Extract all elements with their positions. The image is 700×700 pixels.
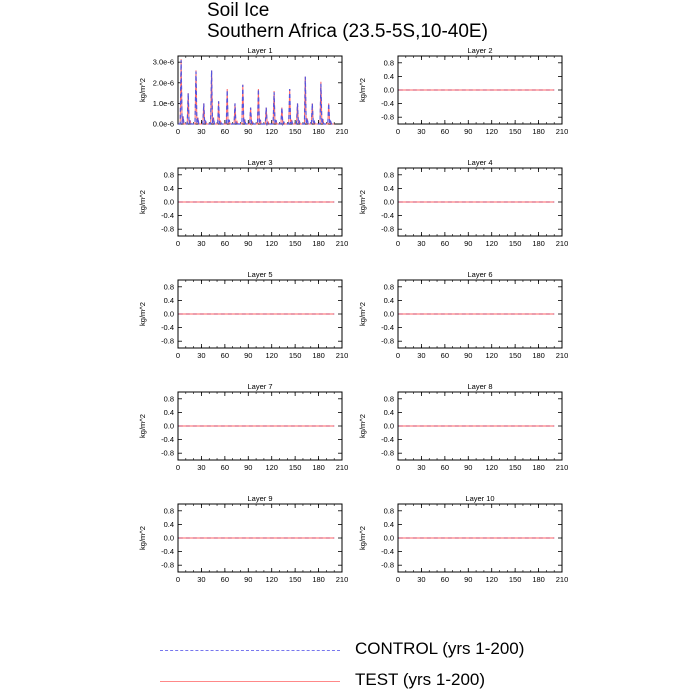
panel-7-ytick-label: 0.0 [163, 421, 174, 431]
panel-4-xtick-label: 0 [395, 239, 401, 248]
panel-7-xtick-label: 0 [175, 463, 181, 472]
panel-6-title: Layer 6 [467, 270, 493, 279]
panel-7-ytick-label: -0.4 [161, 435, 174, 445]
panel-7-xtick-label: 150 [288, 463, 302, 472]
panel-3-ytick-label: 0.4 [163, 183, 174, 193]
panel-5-ytick-label: -0.8 [161, 336, 174, 346]
panel-2-xtick-label: 0 [395, 127, 401, 136]
panel-1-frame [178, 56, 342, 124]
panel-5-xtick-label: 90 [244, 351, 253, 360]
panel-10-xtick-label: 180 [532, 575, 545, 584]
panel-9-xtick-label: 150 [288, 575, 302, 584]
panel-4-ytick-label: 0.8 [383, 170, 394, 180]
panel-9-ytick-label: 0.4 [163, 519, 174, 529]
panel-9-title: Layer 9 [247, 494, 273, 503]
panel-2-xtick-label: 210 [555, 127, 569, 136]
panel-4-xtick-label: 150 [508, 239, 522, 248]
panel-10-ytick-label: 0.8 [383, 506, 394, 516]
panel-8-xtick-label: 120 [485, 463, 498, 472]
panel-6-ytick-label: -0.4 [381, 323, 394, 333]
panel-10-xtick-label: 150 [508, 575, 522, 584]
panel-1-series-test [178, 59, 334, 124]
panel-3-title: Layer 3 [247, 158, 273, 167]
panel-10-xtick-label: 120 [485, 575, 498, 584]
panel-9-ytick-label: 0.8 [163, 506, 174, 516]
chart-title: Soil Ice [207, 0, 270, 21]
panel-2-ytick-label: -0.4 [381, 99, 394, 109]
panel-1-xtick-label: 150 [288, 127, 302, 136]
panel-7-ytick-label: -0.8 [161, 448, 174, 458]
panel-1-ytick-label: 1.0e-6 [152, 98, 174, 108]
legend-control-line [160, 650, 340, 651]
panel-3-xtick-label: 0 [175, 239, 181, 248]
panel-9-xtick-label: 90 [244, 575, 253, 584]
panel-3-xtick-label: 60 [220, 239, 230, 248]
panel-6-xtick-label: 60 [440, 351, 450, 360]
panel-3-ylabel: kg/m^2 [138, 190, 147, 214]
panel-5-xtick-label: 210 [335, 351, 349, 360]
panel-1-title: Layer 1 [247, 46, 273, 55]
panel-8-xtick-label: 150 [508, 463, 522, 472]
panel-7-xtick-label: 120 [265, 463, 278, 472]
panel-10-ytick-label: -0.4 [381, 547, 394, 557]
panel-5-xtick-label: 150 [288, 351, 302, 360]
panel-6-xtick-label: 90 [464, 351, 473, 360]
panel-10-xtick-label: 30 [417, 575, 426, 584]
panel-4-ylabel: kg/m^2 [358, 190, 367, 214]
panel-1-ytick-label: 3.0e-6 [152, 57, 174, 67]
panel-3-xtick-label: 120 [265, 239, 278, 248]
panel-2-xtick-label: 120 [485, 127, 498, 136]
panel-6-xtick-label: 0 [395, 351, 401, 360]
panel-1-ytick-label: 0.0e-6 [152, 119, 174, 129]
panel-5-ylabel: kg/m^2 [138, 302, 147, 326]
panel-3-xtick-label: 150 [288, 239, 302, 248]
panel-5-ytick-label: 0.8 [163, 282, 174, 292]
panel-3-ytick-label: 0.8 [163, 170, 174, 180]
panel-1-xtick-label: 0 [175, 127, 181, 136]
panel-5-xtick-label: 30 [197, 351, 206, 360]
panel-2-xtick-label: 90 [464, 127, 473, 136]
panel-2-ytick-label: 0.0 [383, 85, 394, 95]
panel-8-xtick-label: 0 [395, 463, 401, 472]
panel-4-xtick-label: 180 [532, 239, 545, 248]
panel-4-ytick-label: -0.8 [381, 224, 394, 234]
panel-10-ylabel: kg/m^2 [358, 526, 367, 550]
panel-4-xtick-label: 210 [555, 239, 569, 248]
panel-7-title: Layer 7 [247, 382, 273, 391]
panel-9-xtick-label: 210 [335, 575, 349, 584]
panel-6-ytick-label: 0.4 [383, 295, 394, 305]
panel-3-xtick-label: 210 [335, 239, 349, 248]
panel-7-xtick-label: 60 [220, 463, 230, 472]
panel-1-xtick-label: 60 [220, 127, 230, 136]
panel-8-xtick-label: 180 [532, 463, 545, 472]
panel-5-xtick-label: 0 [175, 351, 181, 360]
panel-10-ytick-label: -0.8 [381, 560, 394, 570]
panel-7-ylabel: kg/m^2 [138, 414, 147, 438]
panel-10-title: Layer 10 [465, 494, 495, 503]
panel-5-title: Layer 5 [247, 270, 273, 279]
panel-9-xtick-label: 120 [265, 575, 278, 584]
panel-9-ylabel: kg/m^2 [138, 526, 147, 550]
panel-3-ytick-label: -0.8 [161, 224, 174, 234]
panel-6-xtick-label: 210 [555, 351, 569, 360]
panel-7-xtick-label: 90 [244, 463, 253, 472]
panel-5-xtick-label: 60 [220, 351, 230, 360]
panel-6-ytick-label: 0.0 [383, 309, 394, 319]
panel-6-xtick-label: 150 [508, 351, 522, 360]
panel-8-ytick-label: 0.8 [383, 394, 394, 404]
panel-4-ytick-label: 0.4 [383, 183, 394, 193]
panel-7-ytick-label: 0.8 [163, 394, 174, 404]
panel-10-xtick-label: 90 [464, 575, 473, 584]
panel-1-xtick-label: 120 [265, 127, 278, 136]
panel-9-xtick-label: 60 [220, 575, 230, 584]
panel-4-xtick-label: 120 [485, 239, 498, 248]
panel-10-xtick-label: 60 [440, 575, 450, 584]
panel-7-xtick-label: 180 [312, 463, 325, 472]
panel-8-xtick-label: 60 [440, 463, 450, 472]
panel-3-xtick-label: 180 [312, 239, 325, 248]
panel-5-xtick-label: 180 [312, 351, 325, 360]
panel-4-ytick-label: 0.0 [383, 197, 394, 207]
panel-2-title: Layer 2 [467, 46, 493, 55]
panel-5-xtick-label: 120 [265, 351, 278, 360]
panel-9-ytick-label: -0.4 [161, 547, 174, 557]
panel-1-series-control [178, 60, 334, 124]
panel-2-xtick-label: 60 [440, 127, 450, 136]
panel-6-ytick-label: 0.8 [383, 282, 394, 292]
panel-9-ytick-label: -0.8 [161, 560, 174, 570]
panel-3-ytick-label: 0.0 [163, 197, 174, 207]
panel-8-xtick-label: 30 [417, 463, 426, 472]
chart-subtitle: Southern Africa (23.5-5S,10-40E) [207, 21, 488, 42]
panel-1-xtick-label: 210 [335, 127, 349, 136]
panel-8-ylabel: kg/m^2 [358, 414, 367, 438]
panel-8-xtick-label: 90 [464, 463, 473, 472]
panel-2-xtick-label: 150 [508, 127, 522, 136]
panel-6-xtick-label: 30 [417, 351, 426, 360]
panel-5-ytick-label: 0.4 [163, 295, 174, 305]
panel-10-ytick-label: 0.4 [383, 519, 394, 529]
panel-6-ytick-label: -0.8 [381, 336, 394, 346]
panel-9-xtick-label: 180 [312, 575, 325, 584]
panel-8-ytick-label: 0.4 [383, 407, 394, 417]
panel-9-ytick-label: 0.0 [163, 533, 174, 543]
panel-5-ytick-label: -0.4 [161, 323, 174, 333]
panel-7-xtick-label: 210 [335, 463, 349, 472]
panel-3-xtick-label: 90 [244, 239, 253, 248]
panel-9-xtick-label: 30 [197, 575, 206, 584]
panel-4-ytick-label: -0.4 [381, 211, 394, 221]
panel-3-ytick-label: -0.4 [161, 211, 174, 221]
panel-2-ytick-label: 0.8 [383, 58, 394, 68]
panel-2-xtick-label: 180 [532, 127, 545, 136]
panel-8-xtick-label: 210 [555, 463, 569, 472]
panel-1-ylabel: kg/m^2 [138, 78, 147, 102]
panel-7-ytick-label: 0.4 [163, 407, 174, 417]
legend-test-label: TEST (yrs 1-200) [355, 670, 486, 689]
panel-8-ytick-label: 0.0 [383, 421, 394, 431]
panel-1-ytick-label: 2.0e-6 [152, 78, 174, 88]
panel-4-xtick-label: 30 [417, 239, 426, 248]
panel-7-xtick-label: 30 [197, 463, 206, 472]
panel-4-xtick-label: 60 [440, 239, 450, 248]
panel-6-xtick-label: 180 [532, 351, 545, 360]
panel-2-ylabel: kg/m^2 [358, 78, 367, 102]
panel-8-ytick-label: -0.8 [381, 448, 394, 458]
panel-2-xtick-label: 30 [417, 127, 426, 136]
panel-9-xtick-label: 0 [175, 575, 181, 584]
panel-6-ylabel: kg/m^2 [358, 302, 367, 326]
panel-2-ytick-label: -0.8 [381, 112, 394, 122]
panel-6-xtick-label: 120 [485, 351, 498, 360]
panel-4-xtick-label: 90 [464, 239, 473, 248]
panel-10-ytick-label: 0.0 [383, 533, 394, 543]
panel-10-xtick-label: 0 [395, 575, 401, 584]
legend-test-line [160, 681, 340, 682]
panel-8-title: Layer 8 [467, 382, 493, 391]
panel-1-xtick-label: 30 [197, 127, 206, 136]
panel-4-title: Layer 4 [467, 158, 493, 167]
panel-1-xtick-label: 180 [312, 127, 325, 136]
panel-1-xtick-label: 90 [244, 127, 253, 136]
panel-8-ytick-label: -0.4 [381, 435, 394, 445]
panel-10-xtick-label: 210 [555, 575, 569, 584]
panel-2-ytick-label: 0.4 [383, 71, 394, 81]
panel-5-ytick-label: 0.0 [163, 309, 174, 319]
panel-3-xtick-label: 30 [197, 239, 206, 248]
legend-control-label: CONTROL (yrs 1-200) [355, 639, 525, 658]
